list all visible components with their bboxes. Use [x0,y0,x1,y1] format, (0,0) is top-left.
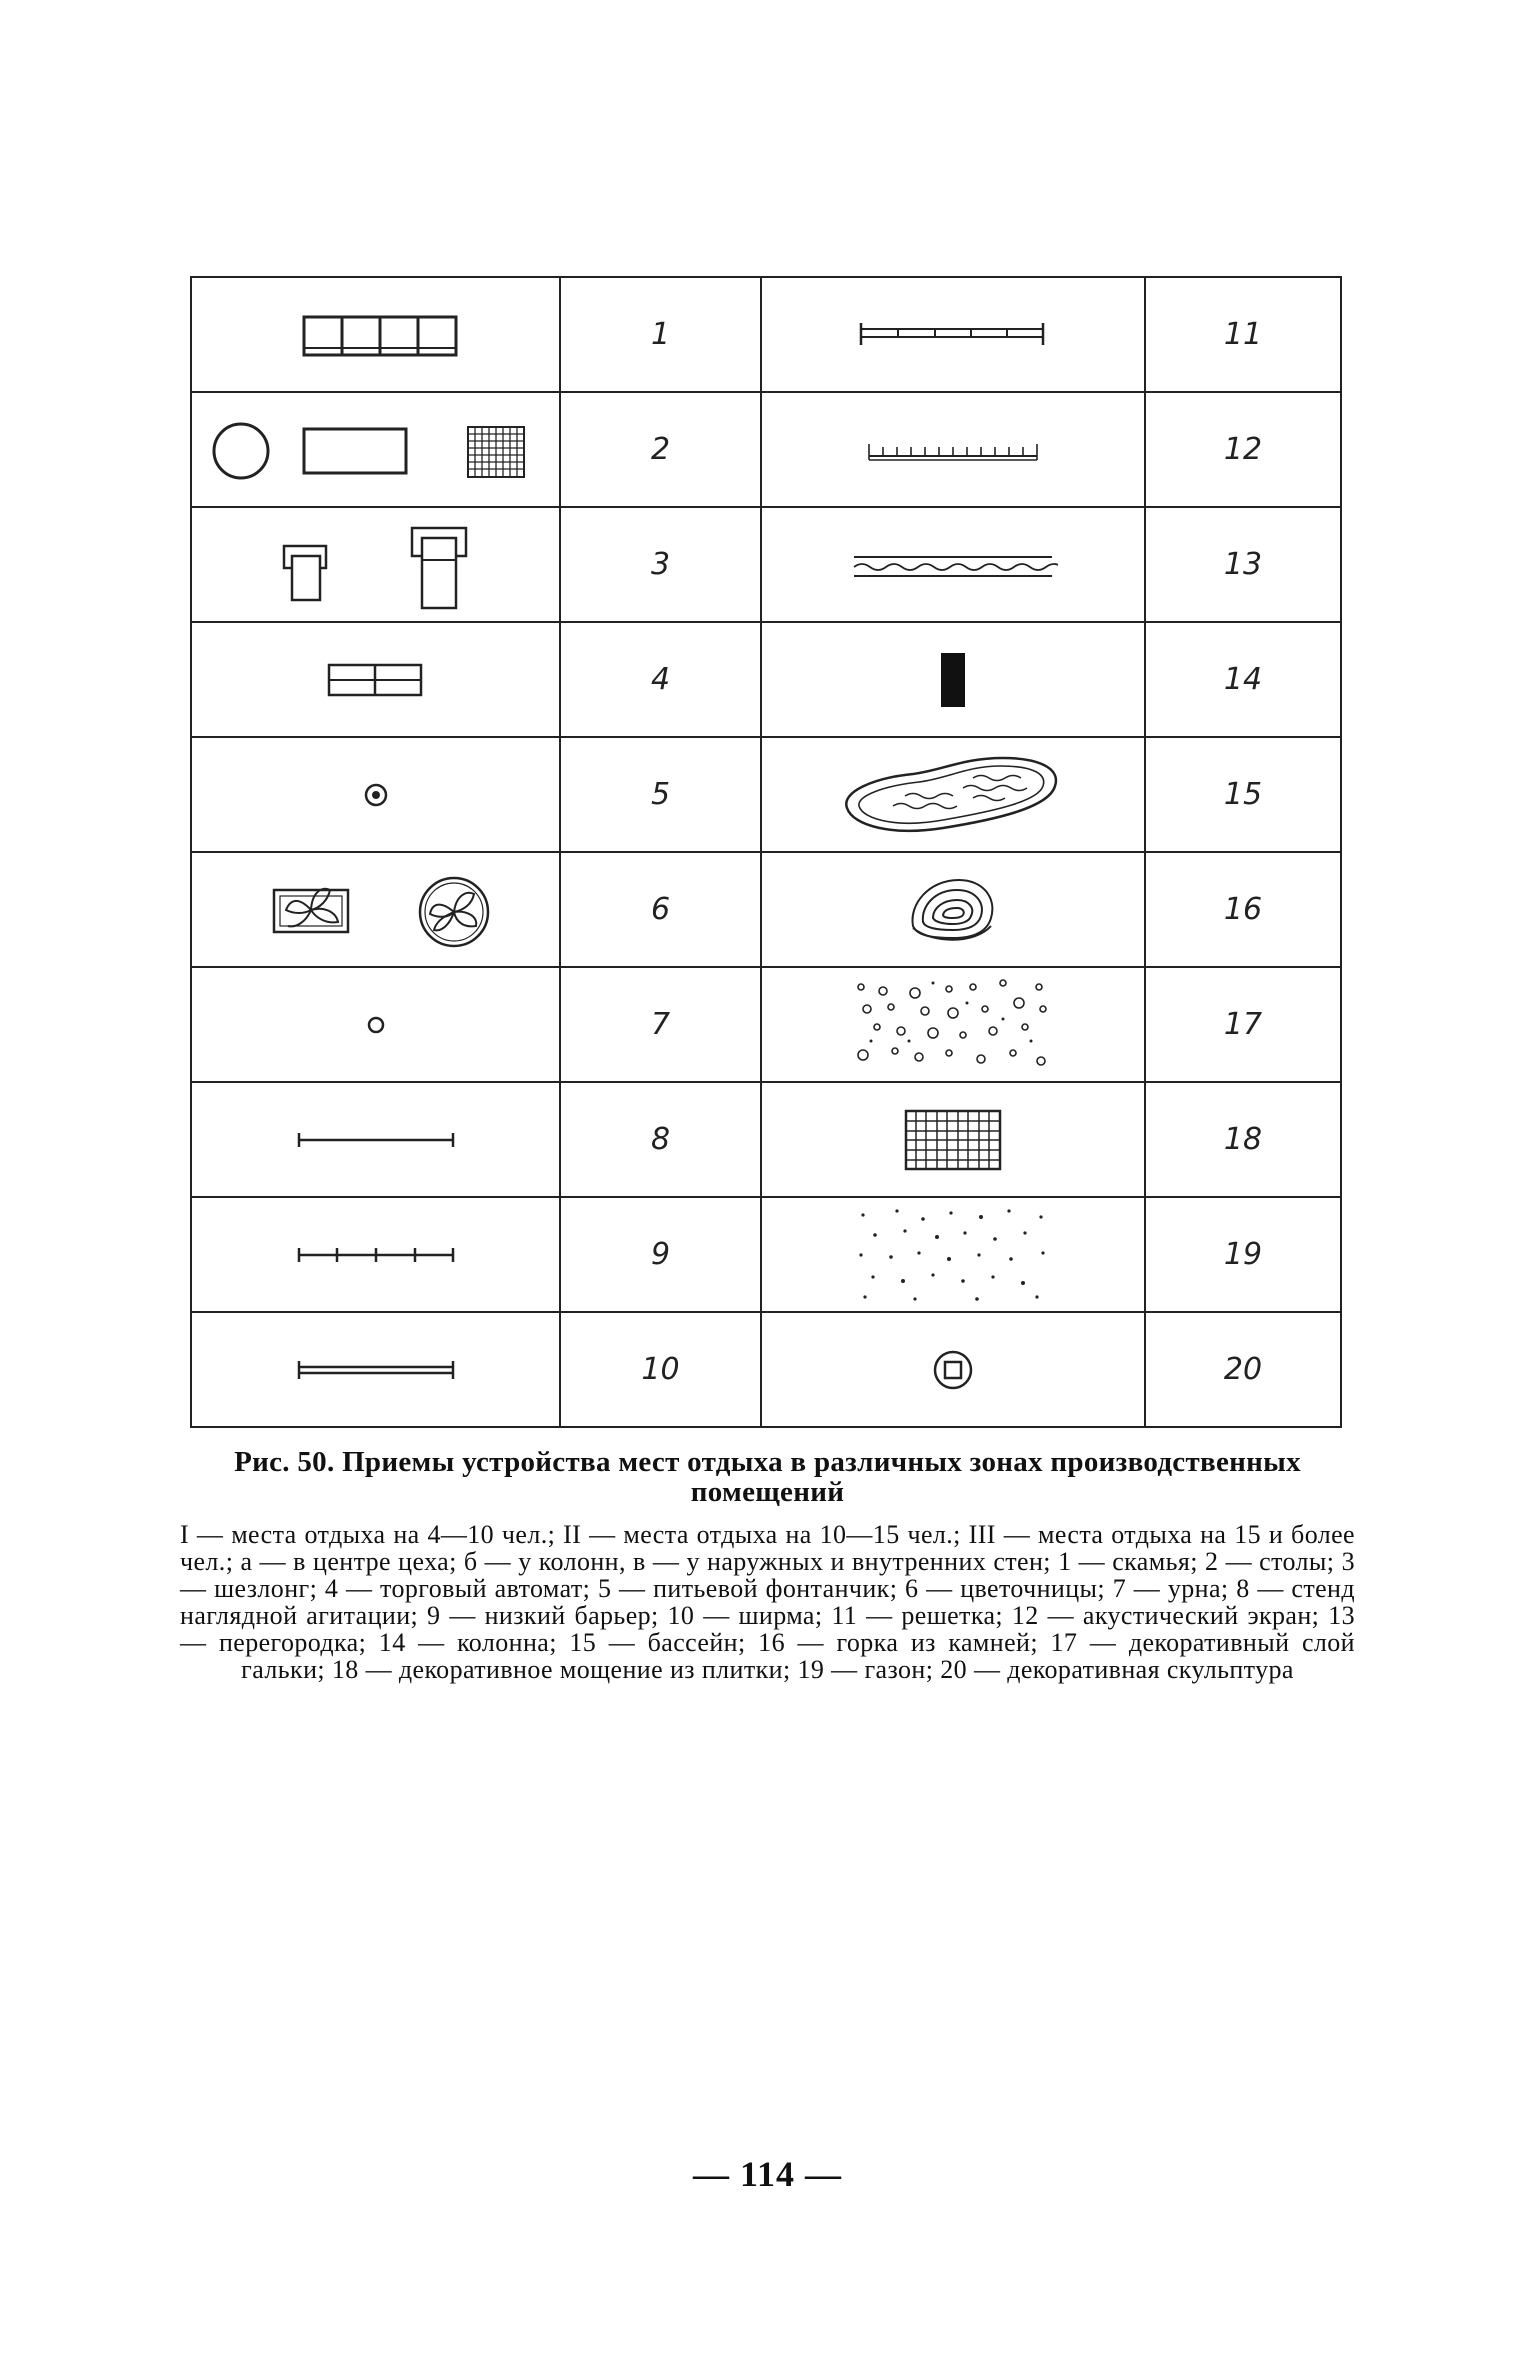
legend-number: 16 [1145,852,1341,967]
vending-machine-icon [321,655,431,705]
legend-number: 4 [560,622,761,737]
legend-number: 5 [560,737,761,852]
legend-symbol-cell [191,392,560,507]
legend-symbol-cell [761,277,1145,392]
legend-number: 1 [560,277,761,392]
legend-row [191,1312,1341,1427]
legend-symbol-cell [761,967,1145,1082]
acoustic-screen-icon [863,430,1043,470]
legend-symbol-cell [761,1197,1145,1312]
legend-number: 7 [560,967,761,1082]
legend-number: 17 [1145,967,1341,1082]
legend-symbol-cell [191,277,560,392]
lawn-icon [853,1205,1053,1305]
legend-table [190,276,1342,1428]
legend-number: 10 [560,1312,761,1427]
deck-chair-icon [276,520,476,610]
legend-number: 18 [1145,1082,1341,1197]
legend-symbol-cell [761,1312,1145,1427]
partition-icon [848,545,1058,585]
tables-icon [211,415,541,485]
legend-symbol-cell [761,852,1145,967]
legend-number: 6 [560,852,761,967]
legend-row [191,622,1341,737]
legend-number: 11 [1145,277,1341,392]
legend-symbol-cell [761,622,1145,737]
flower-pots-icon [246,870,506,950]
sculpture-icon [928,1345,978,1395]
legend-row [191,392,1341,507]
legend-row [191,737,1341,852]
legend-symbol-cell [191,1312,560,1427]
drinking-fountain-icon [356,775,396,815]
bench-icon [286,305,466,365]
legend-row [191,277,1341,392]
column-icon [923,645,983,715]
figure-caption-text: I — места отдыха на 4—10 чел.; II — места отдыха на 10—15 чел.; III — места отдыха на 15 и более чел.; а — в центре цеха; б — у колонн, в — у наружных и внутренних стен; 1 — скамья; 2 — столы; 3 — шезлонг; 4 — торговый автомат; 5 — питьевой фонтанчик; 6 — цветочницы; 7 — урна; 8 — стенд наглядной агитации; 9 — низкий барьер; 10 — ширма; 11 — решетка; 12 — акустический экран; 13 — перегородка; 14 — колонна; 15 — бассейн; 16 — горка из камней; 17 — декоративный слой гальки; 18 — декоративное мощение из плитки; 19 — газон; 20 — декоративная скульптура [180,1520,1355,1684]
urn-icon [361,1010,391,1040]
legend-number: 19 [1145,1197,1341,1312]
legend-symbol-cell [761,737,1145,852]
legend-number: 13 [1145,507,1341,622]
tile-paving-icon [898,1105,1008,1175]
screen-icon [291,1355,461,1385]
legend-row [191,1082,1341,1197]
legend-row [191,507,1341,622]
legend-number: 14 [1145,622,1341,737]
legend-symbol-cell [191,622,560,737]
legend-number: 15 [1145,737,1341,852]
legend-number: 20 [1145,1312,1341,1427]
rock-garden-icon [903,870,1003,950]
legend-symbol-cell [191,967,560,1082]
legend-symbol-cell [761,507,1145,622]
legend-row [191,852,1341,967]
legend-symbol-cell [761,1082,1145,1197]
legend-number: 3 [560,507,761,622]
low-barrier-icon [291,1240,461,1270]
legend-symbol-cell [191,507,560,622]
lattice-icon [853,315,1053,355]
legend-symbol-cell [191,1197,560,1312]
legend-symbol-cell [191,737,560,852]
legend-symbol-cell [191,1082,560,1197]
page-number: — 114 — [692,2154,842,2194]
legend-number: 2 [560,392,761,507]
legend-row [191,967,1341,1082]
pebble-layer-icon [853,975,1053,1075]
figure-caption-title: Рис. 50. Приемы устройства мест отдыха в различных зонах производственных помещений [234,1446,1301,1508]
legend-row [191,1197,1341,1312]
legend-number: 8 [560,1082,761,1197]
pool-icon [833,750,1073,840]
legend-symbol-cell [761,392,1145,507]
legend-number: 12 [1145,392,1341,507]
stand-icon [291,1125,461,1155]
legend-symbol-cell [191,852,560,967]
legend-number: 9 [560,1197,761,1312]
